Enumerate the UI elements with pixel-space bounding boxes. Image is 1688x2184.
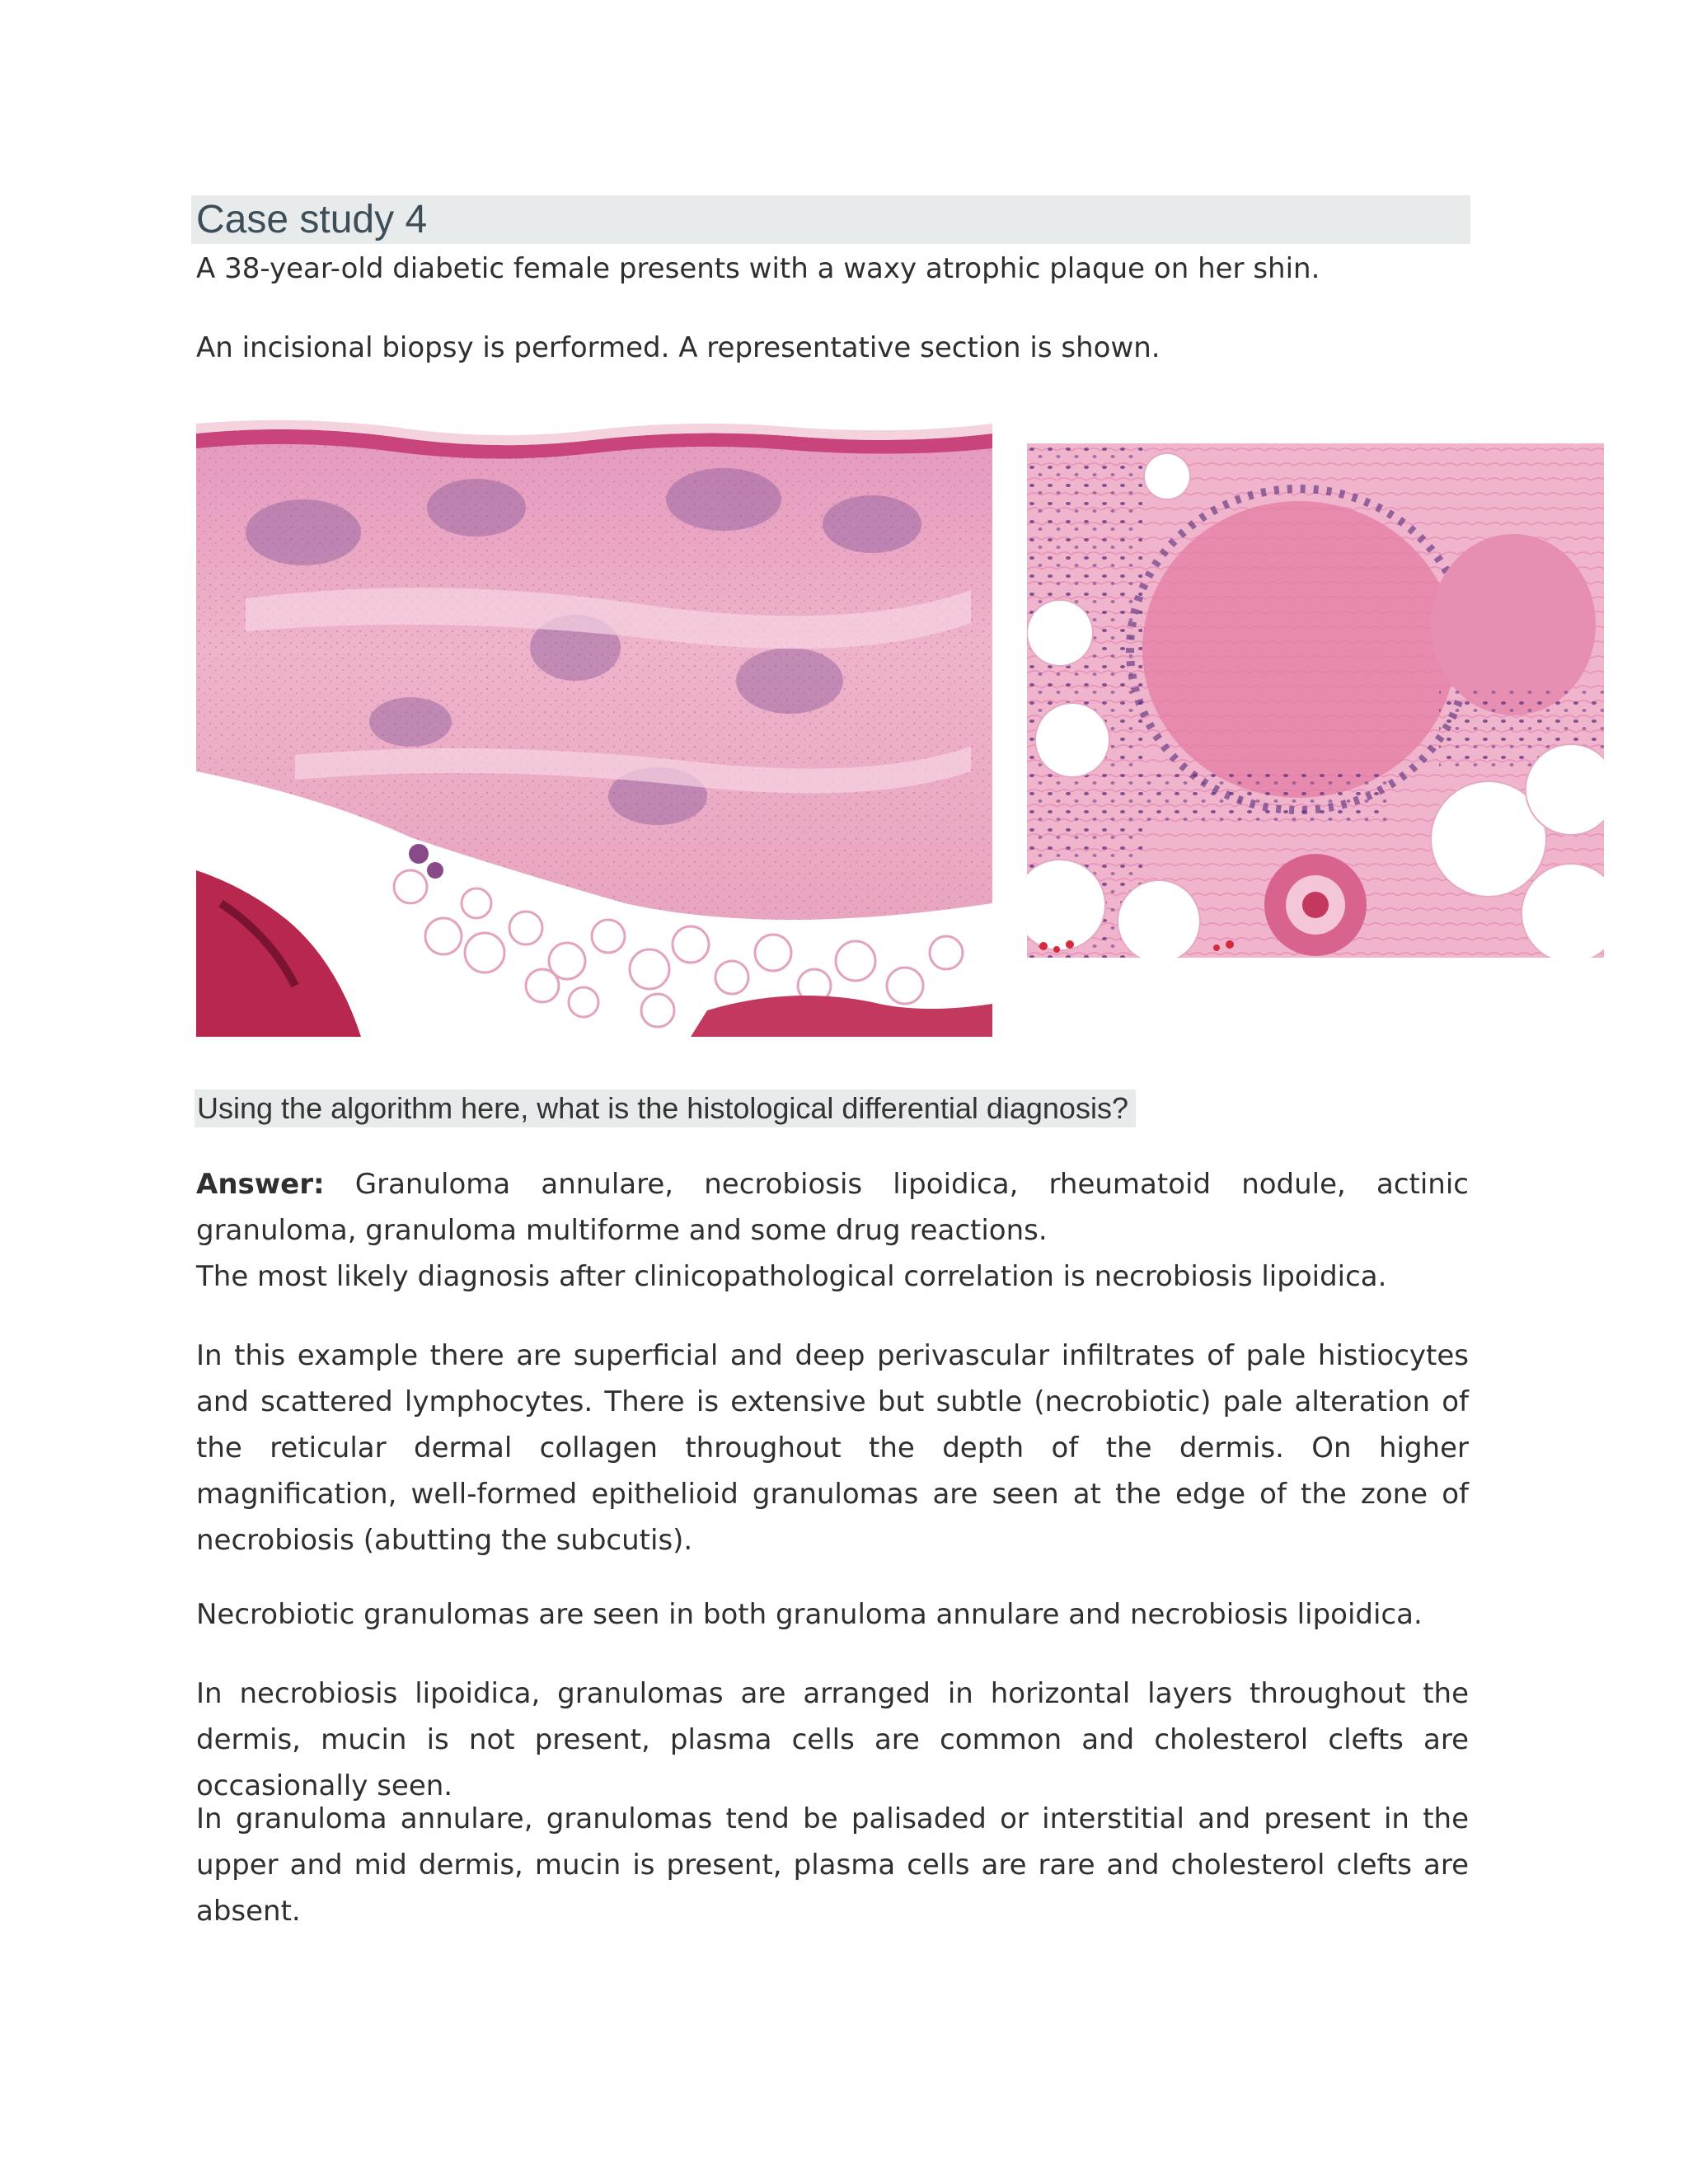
explanation-paragraph-2: Necrobiotic granulomas are seen in both granuloma annulare and necrobiosis lipoidica.: [196, 1598, 1423, 1631]
explanation-paragraph-3: In necrobiosis lipoidica, granulomas are arranged in horizontal layers throughout the dermis, mucin is not present, plasma cells are common and cholesterol clefts are occasionally seen.: [196, 1677, 1469, 1802]
page-title: Case study 4: [196, 198, 428, 241]
histology-low-power-image: [196, 409, 992, 1037]
histology-high-power-image: [1027, 443, 1604, 958]
answer-text: Granuloma annulare, necrobiosis lipoidica, rheumatoid nodule, actinic granuloma, granuloma multiforme and some drug reactions.: [196, 1168, 1469, 1247]
intro-text-2: An incisional biopsy is performed. A representative section is shown.: [196, 331, 1160, 364]
explanation-paragraph-4: In granuloma annulare, granulomas tend be palisaded or interstitial and present in the upper and mid dermis, mucin is present, plasma cells are rare and cholesterol clefts are absent.: [196, 1802, 1469, 1928]
answer-label: Answer:: [196, 1168, 325, 1201]
question-text: Using the algorithm here, what is the histological differential diagnosis?: [197, 1091, 1128, 1125]
answer-paragraph: [196, 1161, 1469, 1254]
intro-text-1: A 38-year-old diabetic female presents with a waxy atrophic plaque on her shin.: [196, 252, 1320, 285]
answer-conclusion: The most likely diagnosis after clinicopathological correlation is necrobiosis lipoidica.: [196, 1260, 1387, 1293]
explanation-paragraph-1: In this example there are superficial and deep perivascular infiltrates of pale histiocytes and scattered lymphocytes. There is extensive but subtle (necrobiotic) pale alteration of the reticular dermal collagen throughout the depth of the dermis. On higher magnification, well-formed epithelioid granulomas are seen at the edge of the zone of necrobiosis (abutting the subcutis).: [196, 1339, 1469, 1557]
